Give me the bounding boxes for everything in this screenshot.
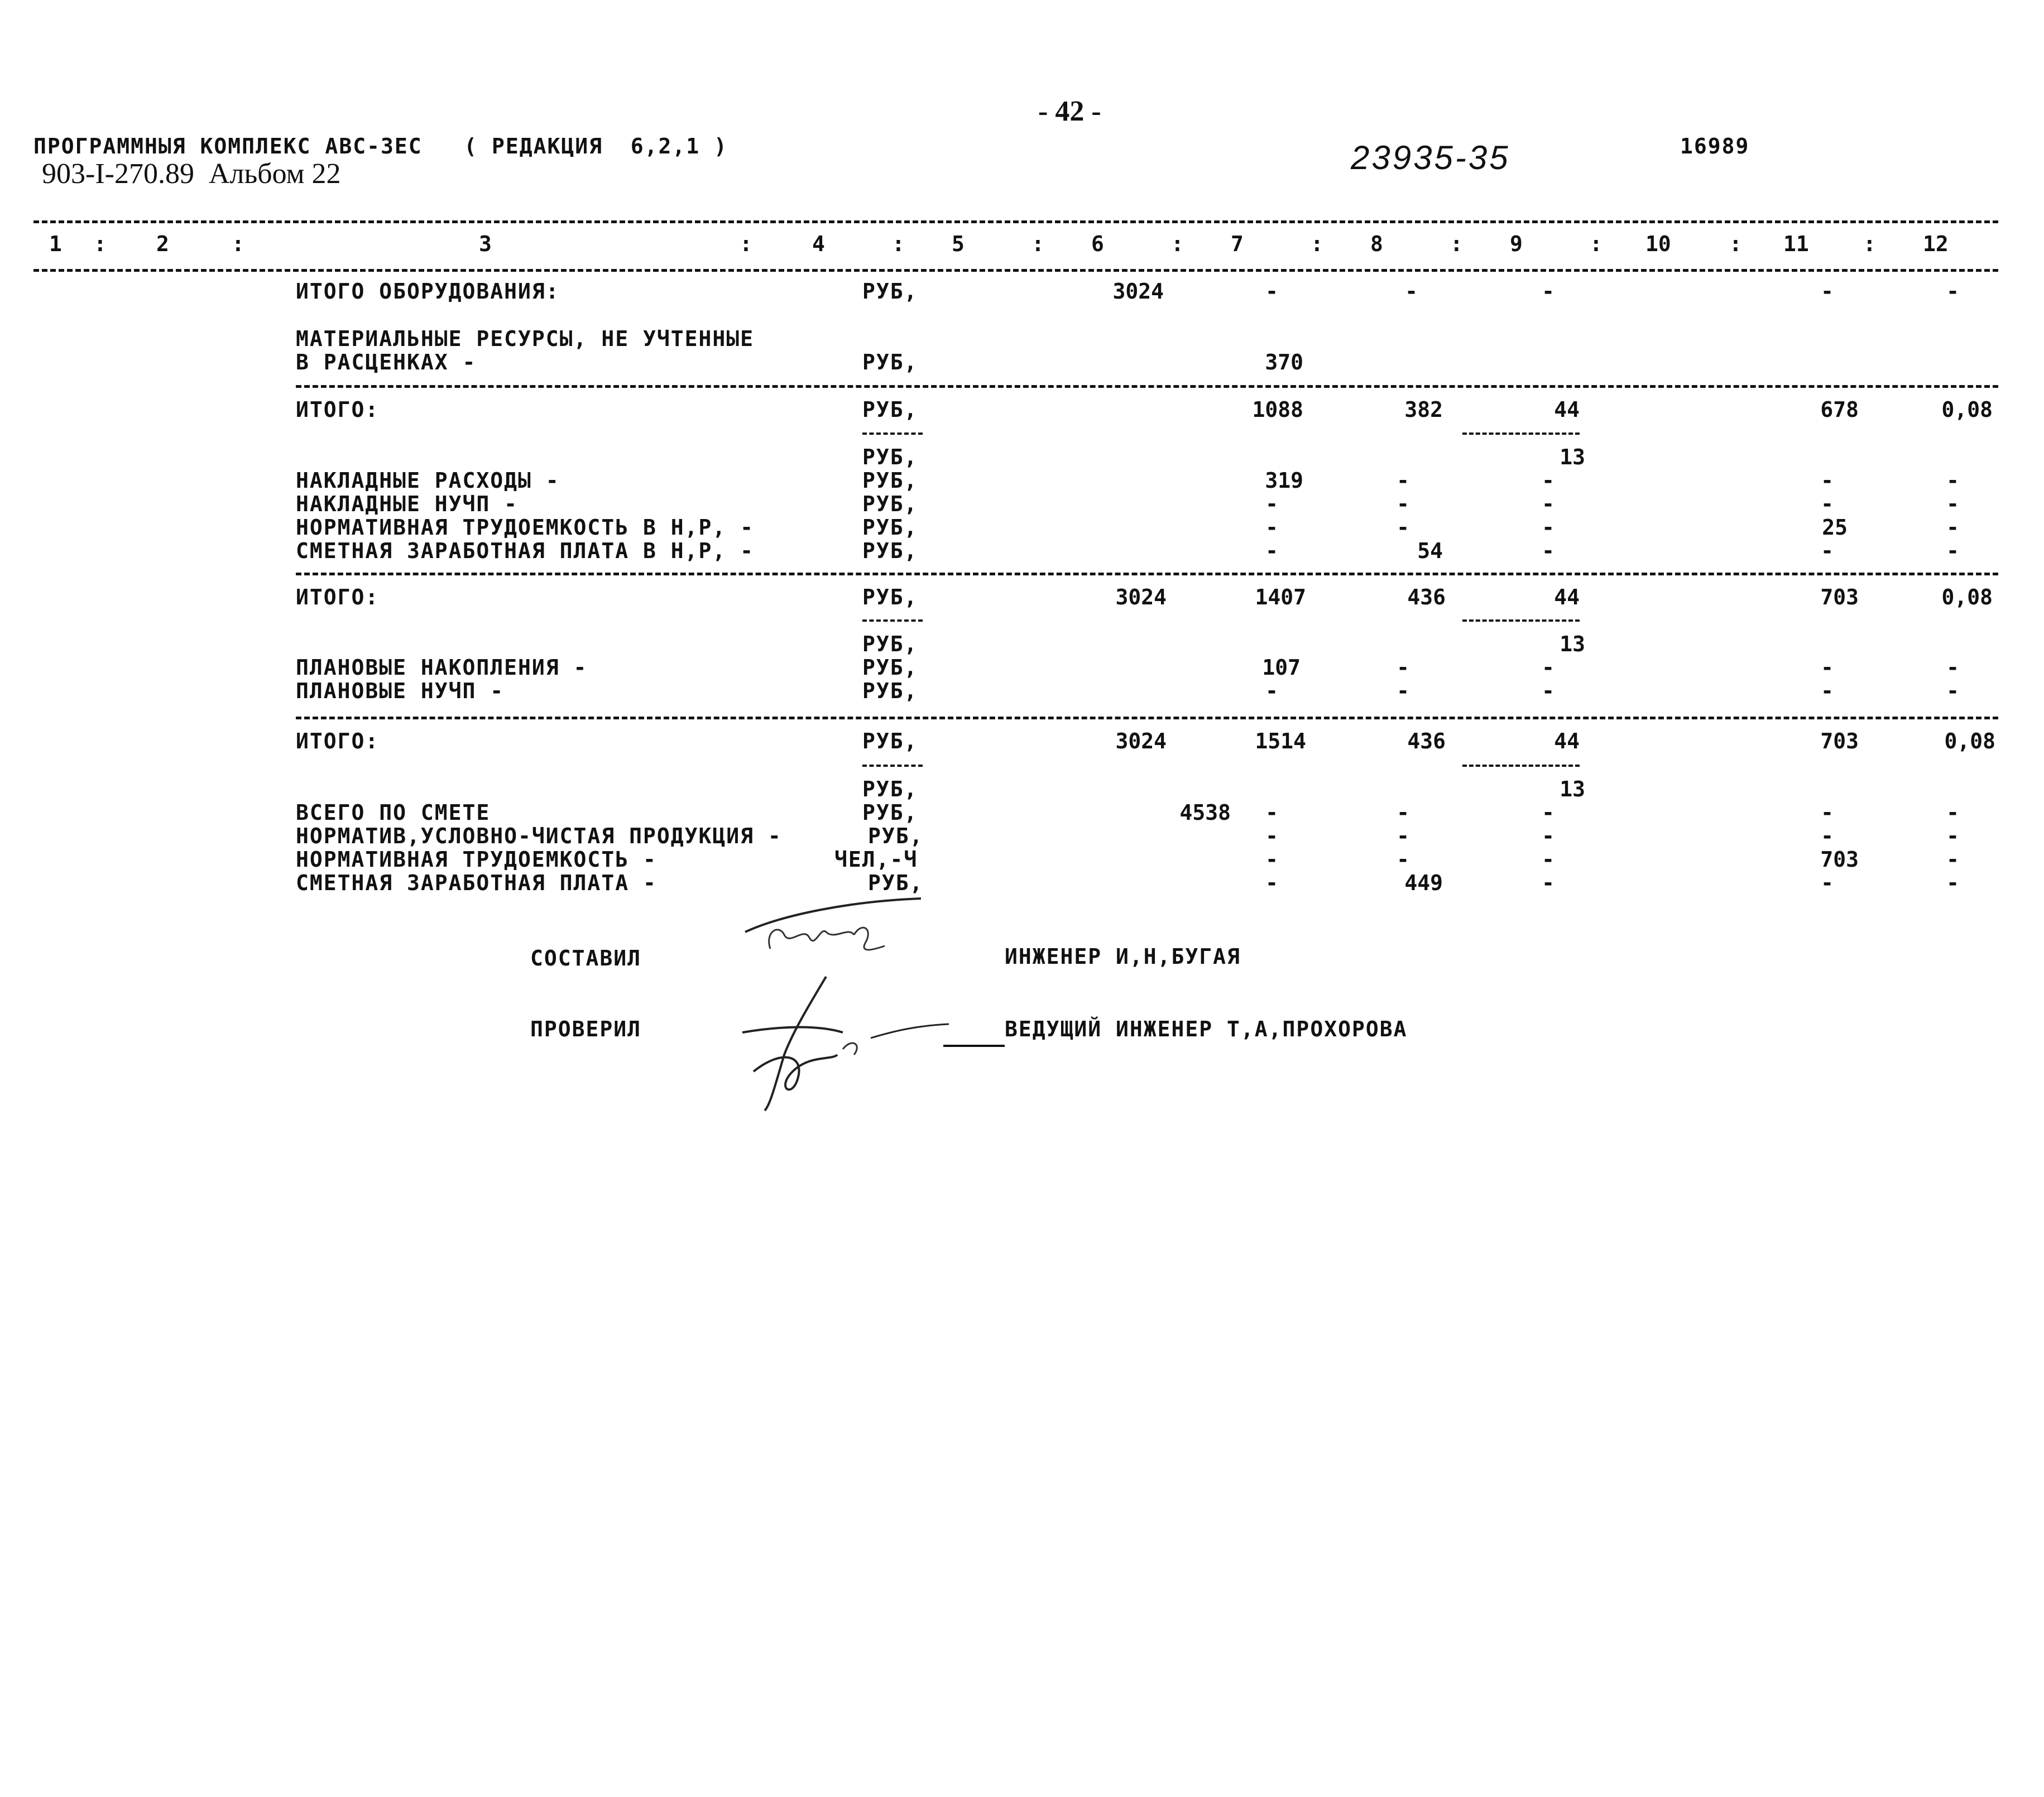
row-unit: РУБ, — [862, 800, 918, 825]
cell-c7: 370 — [1265, 350, 1303, 374]
col-sep: : — [232, 232, 244, 256]
cell-c7: 1088 — [1252, 397, 1303, 422]
cell-c8: 382 — [1404, 397, 1443, 422]
col-sep: : — [740, 232, 752, 256]
cell-c9: - — [1542, 539, 1554, 563]
cell-c7: - — [1265, 492, 1278, 516]
cell-c12: 0,08 — [1944, 729, 1995, 753]
page-number: - 42 - — [1038, 95, 1101, 127]
row-unit: РУБ, — [862, 777, 918, 801]
cell-c9: - — [1542, 847, 1554, 872]
fraction-line — [1462, 765, 1580, 767]
col-sep: : — [1729, 232, 1742, 256]
project-code: 903-I-270.89 Альбом 22 — [42, 158, 341, 190]
cell-c12: - — [1946, 539, 1959, 563]
cell-c9: - — [1542, 515, 1554, 540]
row-label: ИТОГО: — [296, 397, 380, 422]
cell-c9: - — [1542, 679, 1554, 703]
col-num-1: 1 — [49, 232, 62, 256]
row-label: ИТОГО: — [296, 729, 380, 753]
row-label: ПЛАНОВЫЕ НУЧП - — [296, 679, 505, 703]
col-num-8: 8 — [1370, 232, 1383, 256]
doc-number: 16989 — [1680, 134, 1750, 158]
cell-c12: - — [1946, 279, 1959, 304]
col-num-4: 4 — [812, 232, 825, 256]
cell-c6: 3024 — [1115, 585, 1167, 609]
program-line: ПРОГРАММНЫЯ КОМПЛЕКС АВС-ЗЕС ( РЕДАКЦИЯ 6,2,1 ) — [33, 134, 728, 158]
row-unit: РУБ, — [862, 515, 918, 540]
cell-c7: - — [1265, 871, 1278, 895]
checked-name: ВЕДУЩИЙ ИНЖЕНЕР Т,А,ПРОХОРОВА — [1005, 1017, 1408, 1041]
cell-c11: - — [1821, 655, 1834, 680]
cell-c11: 678 — [1820, 397, 1859, 422]
cell-c11: - — [1821, 679, 1834, 703]
cell-c8: - — [1397, 679, 1409, 703]
col-num-2: 2 — [156, 232, 169, 256]
cell-c7: - — [1265, 279, 1278, 304]
row-unit: ЧЕЛ,-Ч — [834, 847, 918, 872]
col-num-9: 9 — [1510, 232, 1523, 256]
row-unit: РУБ, — [862, 729, 918, 753]
cell-c12: - — [1946, 871, 1959, 895]
col-num-5: 5 — [952, 232, 965, 256]
cell-c12: 0,08 — [1941, 585, 1993, 609]
section-rule — [296, 385, 1998, 388]
cell-c12: - — [1946, 492, 1959, 516]
row-unit: РУБ, — [862, 539, 918, 563]
row-label: ПЛАНОВЫЕ НАКОПЛЕНИЯ - — [296, 655, 588, 680]
signature-checked — [731, 971, 966, 1116]
cell-c11: - — [1821, 468, 1834, 493]
cell-c11: 703 — [1820, 847, 1859, 872]
section-rule — [296, 717, 1998, 719]
row-unit: РУБ, — [862, 350, 918, 374]
row-unit: РУБ, — [862, 468, 918, 493]
col-sep: : — [1590, 232, 1602, 256]
row-label: ИТОГО ОБОРУДОВАНИЯ: — [296, 279, 560, 304]
cell-c9: - — [1542, 279, 1554, 304]
handwritten-number: 23935-35 — [1351, 139, 1510, 176]
cell-c11: 25 — [1822, 515, 1848, 540]
cell-c11: - — [1821, 871, 1834, 895]
row-unit: РУБ, — [862, 585, 918, 609]
col-sep: : — [1863, 232, 1876, 256]
cell-c11: - — [1821, 800, 1834, 825]
cell-c9: 44 — [1554, 585, 1580, 609]
cell-c11: - — [1821, 539, 1834, 563]
signature-underline — [943, 1045, 1005, 1047]
cell-c7: - — [1265, 800, 1278, 825]
col-sep: : — [892, 232, 905, 256]
cell-c9: - — [1542, 492, 1554, 516]
table-header-rule — [33, 269, 1998, 272]
cell-c9: - — [1542, 468, 1554, 493]
cell-c12: - — [1946, 468, 1959, 493]
cell-c12: - — [1946, 655, 1959, 680]
cell-c7: - — [1265, 824, 1278, 848]
unit-underline — [862, 765, 923, 767]
col-sep: : — [1311, 232, 1323, 256]
cell-c8: 54 — [1417, 539, 1443, 563]
row-label: НАКЛАДНЫЕ НУЧП - — [296, 492, 519, 516]
col-sep: : — [1031, 232, 1044, 256]
fraction-line — [1462, 619, 1580, 622]
cell-c9: 13 — [1560, 777, 1585, 801]
compiled-label: СОСТАВИЛ — [530, 946, 642, 970]
section-rule — [296, 573, 1998, 575]
fraction-line — [1462, 433, 1580, 435]
cell-c9: 13 — [1560, 445, 1585, 469]
cell-c12: 0,08 — [1941, 397, 1993, 422]
row-label: СМЕТНАЯ ЗАРАБОТНАЯ ПЛАТА В Н,Р, - — [296, 539, 754, 563]
cell-c7: 1407 — [1255, 585, 1306, 609]
cell-c9: - — [1542, 800, 1554, 825]
compiled-name: ИНЖЕНЕР И,Н,БУГАЯ — [1005, 944, 1241, 969]
cell-c9: 13 — [1560, 632, 1585, 656]
row-label: В РАСЦЕНКАХ - — [296, 350, 477, 374]
cell-c8: - — [1397, 515, 1409, 540]
row-unit: РУБ, — [862, 655, 918, 680]
cell-c8: 436 — [1407, 729, 1446, 753]
row-unit: РУБ, — [862, 492, 918, 516]
col-num-7: 7 — [1231, 232, 1244, 256]
cell-c11: 703 — [1820, 585, 1859, 609]
cell-c7: - — [1265, 847, 1278, 872]
cell-c7: - — [1265, 679, 1278, 703]
cell-c12: - — [1946, 847, 1959, 872]
cell-c8: - — [1405, 279, 1418, 304]
row-label: ИТОГО: — [296, 585, 380, 609]
row-label: МАТЕРИАЛЬНЫЕ РЕСУРСЫ, НЕ УЧТЕННЫЕ — [296, 326, 754, 351]
cell-c8: - — [1397, 492, 1409, 516]
col-sep: : — [94, 232, 107, 256]
cell-c11: - — [1821, 492, 1834, 516]
cell-c11: - — [1821, 824, 1834, 848]
row-unit: РУБ, — [868, 871, 924, 895]
cell-c12: - — [1946, 679, 1959, 703]
row-label: НАКЛАДНЫЕ РАСХОДЫ - — [296, 468, 560, 493]
cell-c6: 4538 — [1179, 800, 1231, 825]
cell-c12: - — [1946, 515, 1959, 540]
row-unit: РУБ, — [868, 824, 924, 848]
table-top-rule — [33, 220, 1998, 223]
cell-c7: - — [1265, 515, 1278, 540]
cell-c6: 3024 — [1112, 279, 1164, 304]
unit-underline — [862, 433, 923, 435]
row-label: НОРМАТИВ,УСЛОВНО-ЧИСТАЯ ПРОДУКЦИЯ - — [296, 824, 782, 848]
row-unit: РУБ, — [862, 632, 918, 656]
cell-c8: - — [1397, 824, 1409, 848]
cell-c8: - — [1397, 655, 1409, 680]
cell-c8: - — [1397, 847, 1409, 872]
cell-c8: 436 — [1407, 585, 1446, 609]
signature-compiled — [737, 887, 960, 977]
cell-c11: 703 — [1820, 729, 1859, 753]
cell-c9: - — [1542, 871, 1554, 895]
cell-c7: - — [1265, 539, 1278, 563]
cell-c7: 1514 — [1255, 729, 1306, 753]
row-label: ВСЕГО ПО СМЕТЕ — [296, 800, 491, 825]
cell-c12: - — [1946, 800, 1959, 825]
row-unit: РУБ, — [862, 679, 918, 703]
row-unit: РУБ, — [862, 279, 918, 304]
cell-c9: 44 — [1554, 729, 1580, 753]
checked-label: ПРОВЕРИЛ — [530, 1017, 642, 1041]
cell-c9: - — [1542, 655, 1554, 680]
row-unit: РУБ, — [862, 397, 918, 422]
col-num-3: 3 — [479, 232, 492, 256]
cell-c8: 449 — [1404, 871, 1443, 895]
row-label: НОРМАТИВНАЯ ТРУДОЕМКОСТЬ - — [296, 847, 657, 872]
cell-c8: - — [1397, 800, 1409, 825]
col-num-12: 12 — [1923, 232, 1949, 256]
cell-c7: 107 — [1262, 655, 1301, 680]
col-num-10: 10 — [1645, 232, 1671, 256]
cell-c11: - — [1821, 279, 1834, 304]
col-num-6: 6 — [1091, 232, 1104, 256]
row-label: СМЕТНАЯ ЗАРАБОТНАЯ ПЛАТА - — [296, 871, 657, 895]
cell-c6: 3024 — [1115, 729, 1167, 753]
cell-c12: - — [1946, 824, 1959, 848]
cell-c9: - — [1542, 824, 1554, 848]
col-sep: : — [1171, 232, 1184, 256]
cell-c9: 44 — [1554, 397, 1580, 422]
cell-c8: - — [1397, 468, 1409, 493]
col-num-11: 11 — [1783, 232, 1809, 256]
row-unit: РУБ, — [862, 445, 918, 469]
unit-underline — [862, 619, 923, 622]
cell-c7: 319 — [1265, 468, 1303, 493]
row-label: НОРМАТИВНАЯ ТРУДОЕМКОСТЬ В Н,Р, - — [296, 515, 754, 540]
col-sep: : — [1450, 232, 1463, 256]
